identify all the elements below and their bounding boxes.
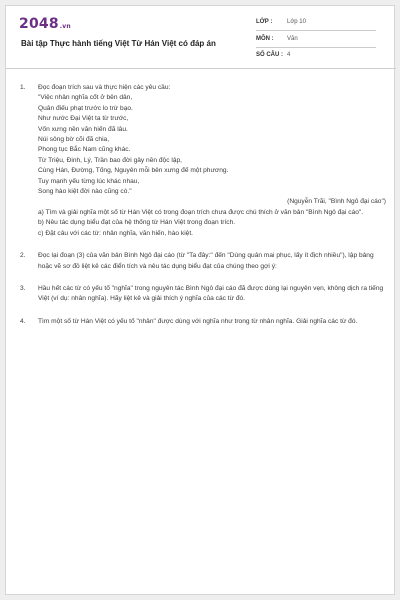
- poem-line: "Việc nhân nghĩa cốt ở bên dân,: [38, 94, 133, 102]
- question-text: Đọc lại đoạn (3) của văn bản Bình Ngô đại cáo (từ "Ta đây:" đến "Dùng quân mai phục, lấy ít địch nhiều"), lập bảng hoặc vẽ sơ đồ liệt kê các điển tích và nêu tác dụng biểu đạt của chúng theo gợi ý:: [38, 252, 374, 270]
- logo-main: 2048: [19, 16, 59, 32]
- sub-question-b: b) Nêu tác dụng biểu đạt của hệ thống từ Hán Việt trong đoạn trích.: [38, 219, 236, 227]
- question-number: 2.: [20, 252, 26, 260]
- meta-divider: [256, 30, 376, 31]
- question-3: [20, 284, 386, 305]
- logo-tld: .vn: [59, 23, 71, 30]
- poem-line: Quân điếu phạt trước lo trừ bạo.: [38, 104, 133, 112]
- question-intro: Đọc đoạn trích sau và thực hiện các yêu cầu:: [38, 84, 171, 91]
- poem-line: Vốn xưng nền văn hiến đã lâu.: [38, 125, 128, 133]
- site-logo[interactable]: [19, 16, 71, 32]
- poem-line: Núi sông bờ cõi đã chia,: [38, 136, 110, 144]
- question-number: 1.: [20, 84, 26, 91]
- question-1: [20, 83, 386, 239]
- question-number: 3.: [20, 284, 26, 292]
- question-body: [38, 83, 386, 239]
- poem-line: Phong tục Bắc Nam cũng khác.: [38, 146, 131, 154]
- meta-value-class: Lớp 10: [287, 19, 306, 25]
- poem-line: Như nước Đại Việt ta từ trước,: [38, 115, 129, 123]
- meta-label-count: SỐ CÂU :: [256, 52, 283, 58]
- poem-line: Tuy mạnh yếu từng lúc khác nhau,: [38, 177, 140, 185]
- question-text: Hầu hết các từ có yếu tố "nghĩa" trong nguyên tác Bình Ngô đại cáo đã được dùng lại nguyên vẹn, không dịch ra tiếng Việt (ví dụ: nhân nghĩa). Hãy liệt kê và giải thích ý nghĩa của các từ đó.: [38, 284, 384, 303]
- worksheet-header: [6, 6, 396, 68]
- question-2: [20, 251, 386, 272]
- questions-list: [20, 83, 386, 339]
- poem-line: Song hào kiệt đời nào cũng có.": [38, 188, 132, 196]
- meta-label-subject: MÔN :: [256, 36, 274, 42]
- poem-source: (Nguyễn Trãi, "Bình Ngô đại cáo"): [287, 198, 386, 206]
- sub-question-a: a) Tìm và giải nghĩa một số từ Hán Việt có trong đoạn trích chưa được chú thích ở văn bản "Bình Ngô đại cáo".: [38, 208, 364, 216]
- worksheet-page: [5, 5, 395, 595]
- meta-value-count: 4: [287, 52, 291, 58]
- meta-label-class: LỚP :: [256, 19, 273, 25]
- sub-question-c: c) Đặt câu với các từ: nhân nghĩa, văn hiến, hào kiệt.: [38, 229, 193, 237]
- question-text: Tìm một số từ Hán Việt có yếu tố "nhân" được dùng với nghĩa như trong từ nhân nghĩa. Giải nghĩa các từ đó.: [38, 317, 358, 325]
- question-4: [20, 317, 386, 327]
- question-number: 4.: [20, 317, 26, 325]
- meta-divider: [256, 47, 376, 48]
- meta-value-subject: Văn: [287, 36, 298, 42]
- poem-line: Từ Triệu, Đinh, Lý, Trần bao đời gây nền độc lập,: [38, 156, 182, 164]
- document-title: Bài tập Thực hành tiếng Việt Từ Hán Việt có đáp án: [21, 39, 216, 48]
- poem-line: Cùng Hán, Đường, Tống, Nguyên mỗi bên xưng đế một phương.: [38, 167, 229, 175]
- header-divider: [6, 68, 396, 69]
